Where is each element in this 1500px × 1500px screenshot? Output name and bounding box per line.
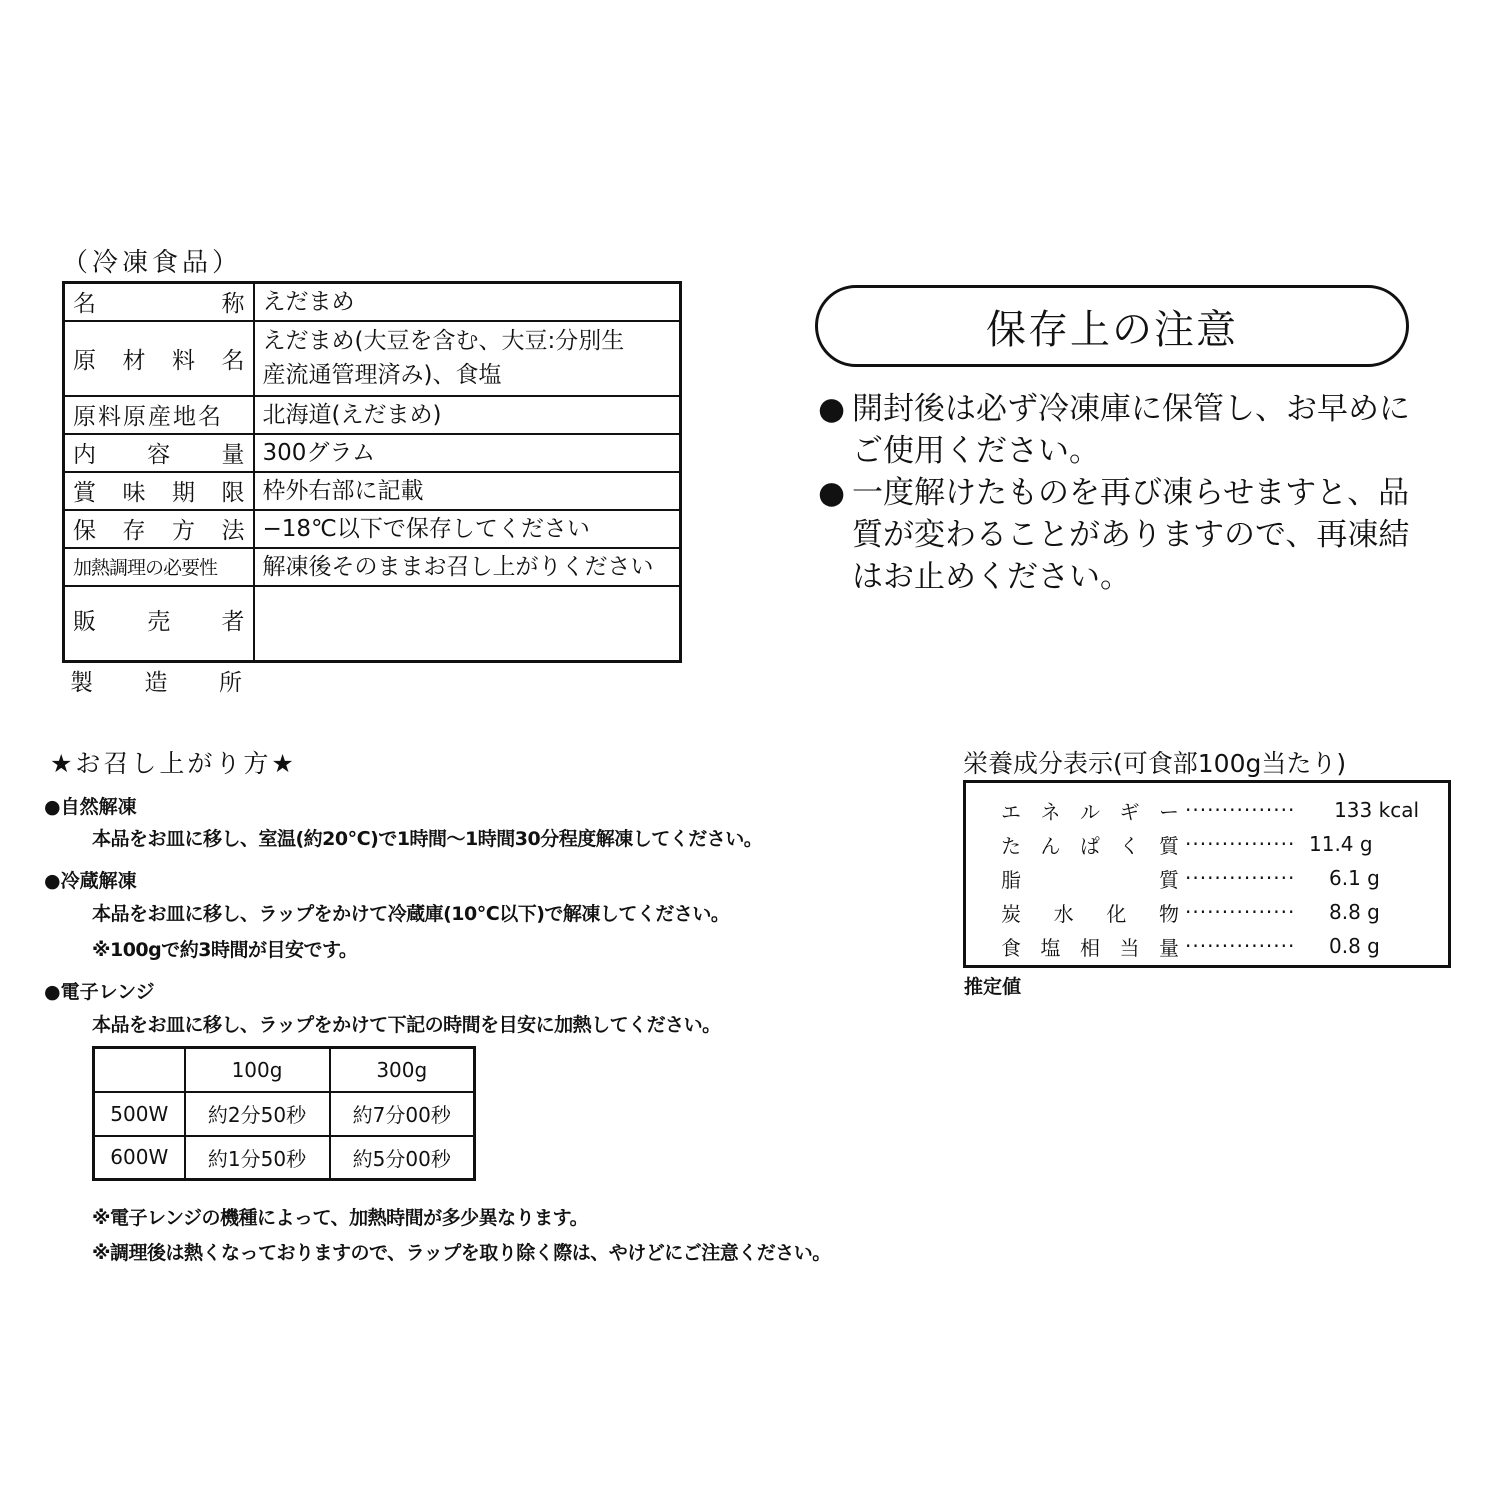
nutrition-title: 栄養成分表示(可食部100g当たり) [963,749,1347,778]
label-value-ingredients [254,321,681,396]
label-key-char: 方 [172,518,195,544]
nutrition-row-protein [1001,827,1448,861]
nutrition-value: 6.1 g [1329,866,1380,890]
table-header-cell [94,1048,185,1092]
label-key-char: 所 [219,670,242,696]
label-key-char: 存 [122,518,146,544]
label-value-contents: 300グラム [254,434,681,472]
label-key-char: 材 [122,347,146,374]
storage-notice-list [818,388,1418,598]
label-row-contents [64,434,681,472]
microwave-heading: ●電子レンジ [44,981,155,1003]
natural-thaw-heading: ●自然解凍 [44,796,137,818]
label-value-best-before: 枠外右部に記載 [254,472,681,510]
label-key-char: 容 [147,442,171,468]
storage-notice-item [818,472,1418,598]
nutrition-table [963,780,1451,968]
estimated-value-note: 推定値 [964,976,1022,998]
nutrition-value: 133 kcal [1334,798,1419,822]
label-row-origin [64,396,681,434]
table-cell: 約5分00秒 [330,1136,475,1180]
label-key-char: 販 [73,608,96,635]
label-key-char: 期 [172,480,195,506]
microwave-text: 本品をお皿に移し、ラップをかけて下記の時間を目安に加熱してください。 [92,1014,721,1036]
microwave-note-2: ※調理後は熱くなっておりますので、ラップを取り除く際は、やけどにご注意ください。 [92,1242,831,1264]
storage-notice-item [818,388,1418,472]
label-value-storage: −18℃以下で保存してください [254,510,681,548]
nutrition-value: 8.8 g [1329,900,1380,924]
leader-dots: ··············· [1185,832,1296,856]
table-row [94,1092,475,1136]
nutrition-row-carbohydrate [1001,895,1448,929]
microwave-table-header [94,1048,475,1092]
fridge-thaw-note: ※100gで約3時間が目安です。 [92,939,358,961]
fridge-thaw-heading: ●冷蔵解凍 [44,870,137,892]
natural-thaw-text: 本品をお皿に移し、室温(約20℃)で1時間〜1時間30分程度解凍してください。 [92,828,763,850]
label-key-char: 名 [221,347,245,374]
label-row-storage [64,510,681,548]
label-row-best-before [64,472,681,510]
nutrition-label: 脂 質 [1001,867,1179,892]
frozen-food-heading: （冷凍食品） [62,248,243,278]
table-row [94,1136,475,1180]
label-value-cooking: 解凍後そのままお召し上がりください [254,548,681,586]
label-key-char: 売 [147,608,171,635]
label-key-char: 内 [73,442,96,468]
label-key-char: 者 [221,608,245,635]
nutrition-value: 0.8 g [1329,934,1380,958]
leader-dots: ··············· [1185,866,1296,890]
manufacturer-label [70,664,242,697]
leader-dots: ··············· [1185,798,1296,822]
bullet-icon: ● [818,475,846,511]
table-header-cell: 100g [185,1048,330,1092]
product-label-table [62,281,682,663]
label-key-char: 限 [221,480,245,506]
label-key-origin: 原料原産地名 [64,396,254,434]
nutrition-row-salt [1001,929,1448,963]
nutrition-row-energy [1001,793,1448,827]
storage-notice-header [815,285,1409,367]
label-row-ingredients [64,321,681,396]
ingredients-line-2: 産流通管理済み)、食塩 [262,362,502,388]
label-value-origin: 北海道(えだまめ) [254,396,681,434]
label-key-char: 量 [221,442,245,468]
label-key-char: 名 [73,291,96,318]
bullet-icon: ● [818,391,846,427]
label-key-char: 法 [221,518,245,544]
label-key-char: 製 [70,670,93,696]
table-cell: 約7分00秒 [330,1092,475,1136]
label-key-char: 原 [73,347,96,374]
label-row-seller [64,586,681,662]
table-cell: 約1分50秒 [185,1136,330,1180]
label-key-char: 料 [172,347,195,374]
nutrition-label: 炭 水 化 物 [1001,901,1179,926]
label-key-cooking: 加熱調理の必要性 [73,557,218,579]
nutrition-label: 食 塩 相 当 量 [1001,935,1179,960]
storage-notice-text: 一度解けたものを再び凍らせますと、品質が変わることがありますので、再凍結はお止めください。 [852,475,1410,595]
nutrition-label: た ん ぱ く 質 [1001,833,1179,858]
label-key-char: 保 [73,518,96,544]
label-row-cooking [64,548,681,586]
nutrition-row-fat [1001,861,1448,895]
label-value-name: えだまめ [254,283,681,321]
label-key-char: 賞 [73,480,96,506]
label-row-name [64,283,681,321]
table-header-cell: 300g [330,1048,475,1092]
label-key-char: 造 [144,670,168,696]
storage-notice-text: 開封後は必ず冷凍庫に保管し、お早めにご使用ください。 [852,391,1410,469]
table-cell: 約2分50秒 [185,1092,330,1136]
label-key-char: 味 [122,480,146,506]
label-value-seller [254,586,681,662]
leader-dots: ··············· [1185,900,1296,924]
ingredients-line-1: えだまめ(大豆を含む、大豆:分別生 [262,328,625,354]
how-to-eat-title: ★お召し上がり方★ [50,749,297,778]
microwave-time-table [92,1046,476,1181]
fridge-thaw-text: 本品をお皿に移し、ラップをかけて冷蔵庫(10℃以下)で解凍してください。 [92,903,730,925]
nutrition-value: 11.4 g [1309,832,1373,856]
storage-notice-title: 保存上の注意 [986,306,1238,353]
nutrition-label: エ ネ ル ギ ー [1001,799,1179,824]
label-key-char: 称 [221,291,245,318]
table-cell: 500W [94,1092,185,1136]
microwave-note-1: ※電子レンジの機種によって、加熱時間が多少異なります。 [92,1207,589,1229]
table-cell: 600W [94,1136,185,1180]
leader-dots: ··············· [1185,934,1296,958]
